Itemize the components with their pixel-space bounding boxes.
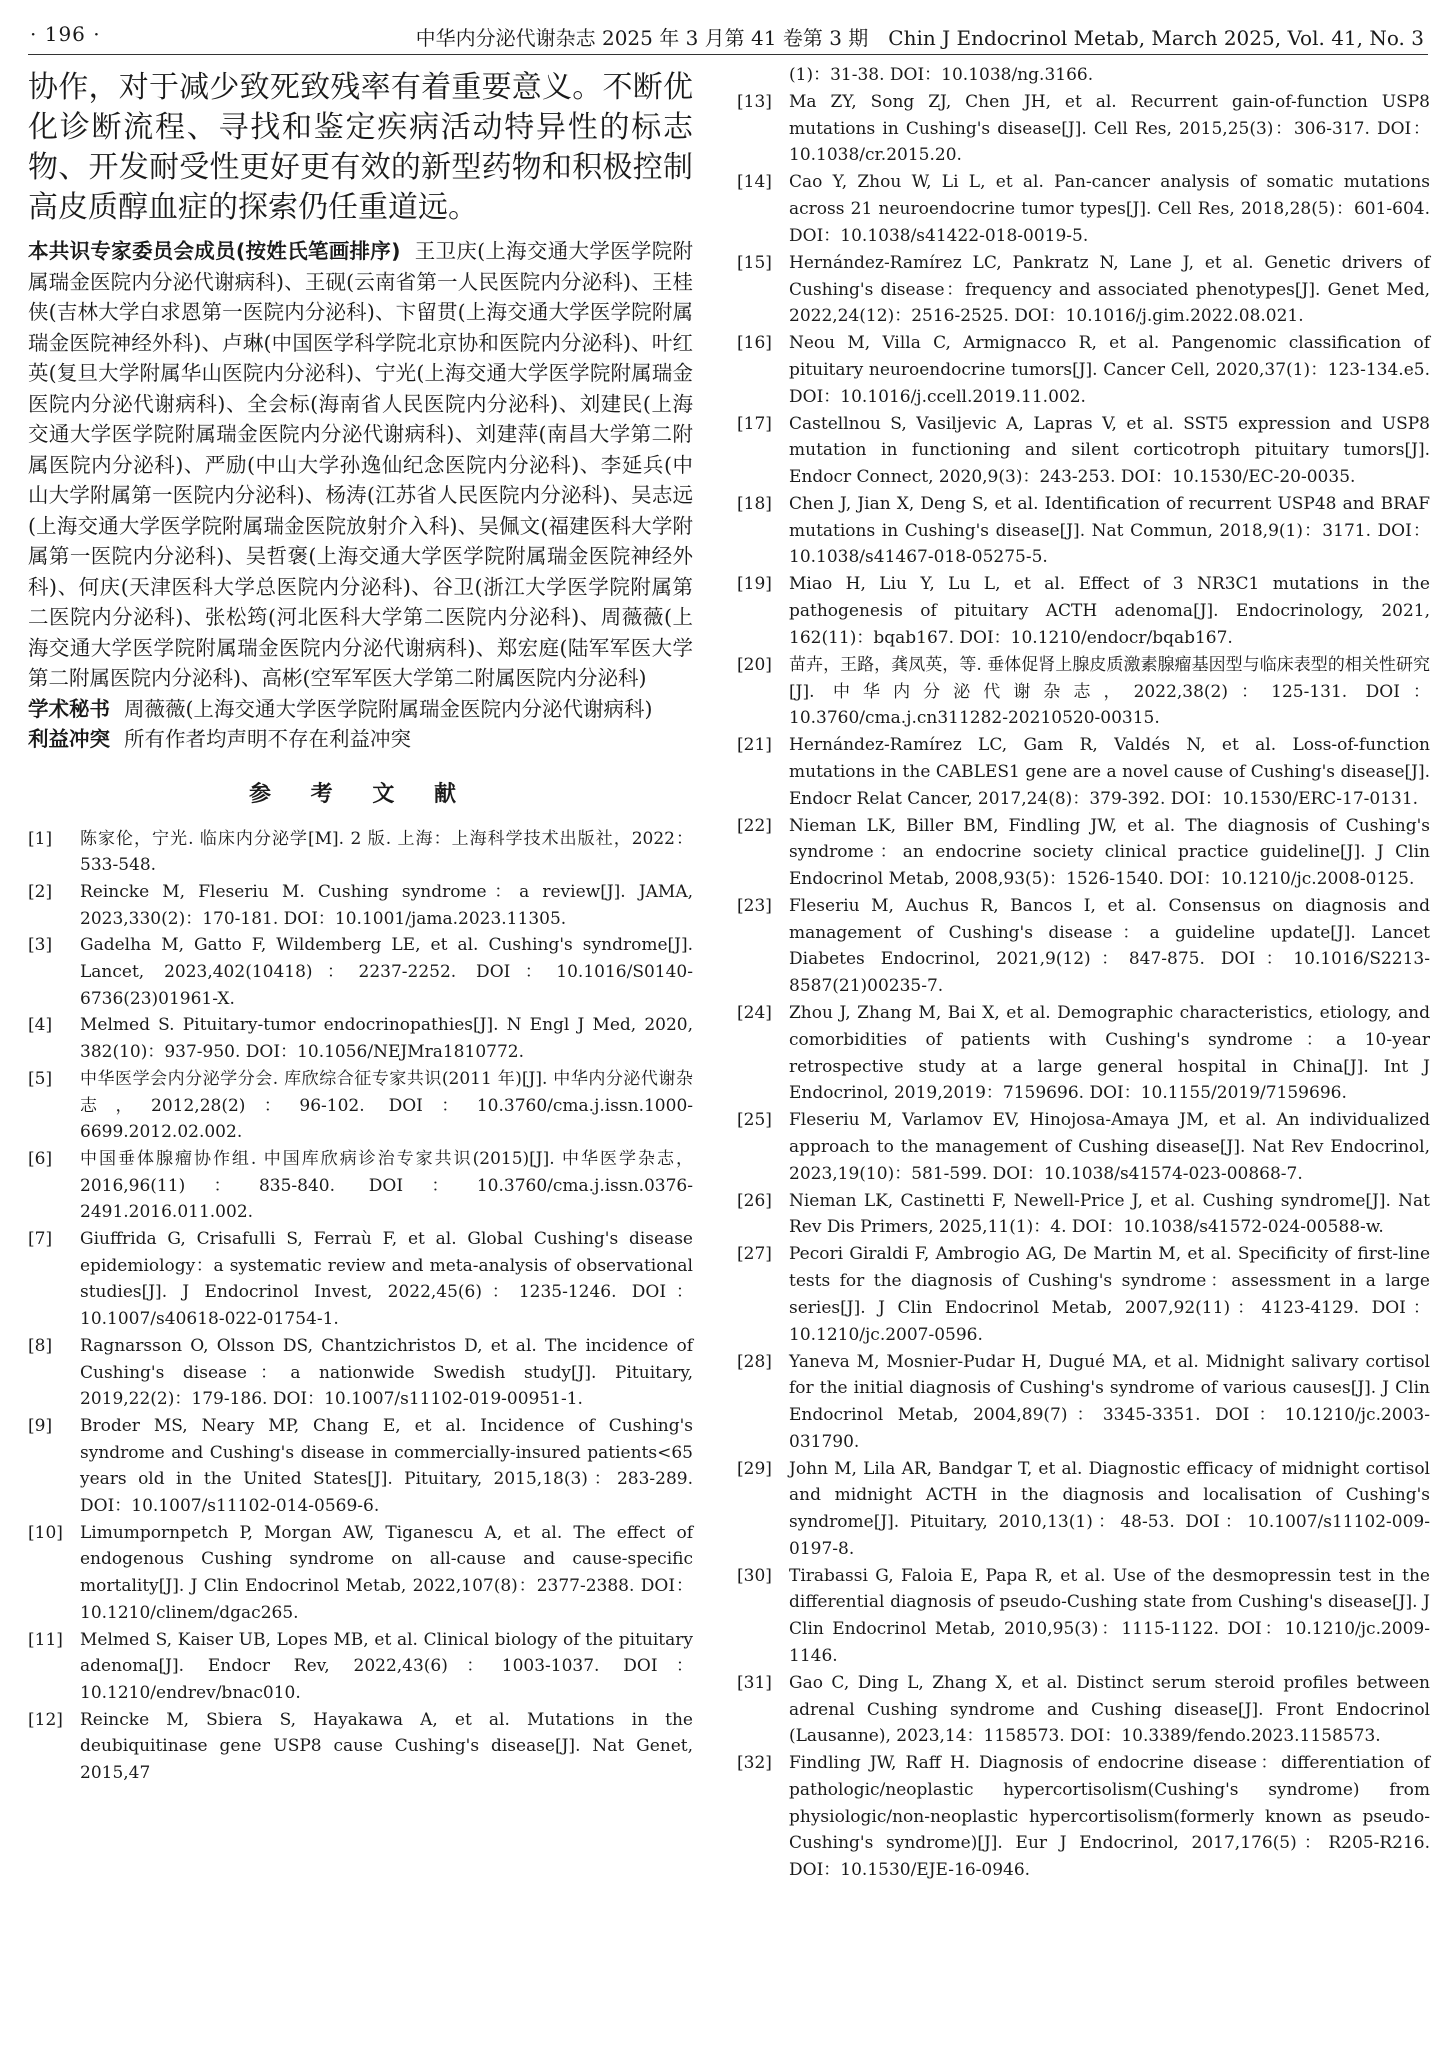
conflict-label: 利益冲突 [28,727,110,751]
reference-number: [22] [737,815,772,836]
reference-item [737,169,1430,249]
reference-item [28,1707,693,1787]
reference-item [28,1333,693,1413]
reference-text: Findling JW, Raff H. Diagnosis of endocrine disease：differentiation of pathologic/neoplastic hypercortisolism(Cushing's syndrome) from physiologic/non-neoplastic hypercortisolism(formerly known as pseudo-Cushing's syndrome)[J]. Eur J Endocrinol, 2017,176(5)：R205-R216. DOI：10.1530/EJE-16-0946. [789,1753,1430,1881]
reference-number: [15] [737,252,772,273]
reference-item [737,491,1430,571]
reference-text: Gadelha M, Gatto F, Wildemberg LE, et al. Cushing's syndrome[J]. Lancet, 2023,402(10418)：2237-2252. DOI：10.1016/S0140-6736(23)01961-X. [80,935,693,1009]
secretary-label: 学术秘书 [28,696,110,721]
reference-number: [5] [28,1068,53,1089]
reference-item [737,1188,1430,1241]
reference-text: Neou M, Villa C, Armignacco R, et al. Pangenomic classification of pituitary neuroendocrine tumors[J]. Cancer Cell, 2020,37(1)：123-134.e5. DOI：10.1016/j.ccell.2019.11.002. [789,333,1430,407]
references-list-right [737,62,1430,1884]
header-rule [28,54,1428,55]
reference-item [28,1012,693,1065]
reference-text: Yaneva M, Mosnier-Pudar H, Dugué MA, et al. Midnight salivary cortisol for the initial diagnosis of Cushing's syndrome of various causes[J]. J Clin Endocrinol Metab, 2004,89(7)：3345-3351. DOI：10.1210/jc.2003-031790. [789,1351,1430,1452]
reference-text: Zhou J, Zhang M, Bai X, et al. Demographic characteristics, etiology, and comorbidities of patients with Cushing's syndrome：a 10-year retrospective study at a large general hospital in China[J]. Int J Endocrinol, 2019,2019：7159696. DOI：10.1155/2019/7159696. [789,1003,1430,1104]
reference-item [737,330,1430,410]
experts-text: 王卫庆(上海交通大学医学院附属瑞金医院内分泌代谢病科)、王砚(云南省第一人民医院内分泌科)、王桂侠(吉林大学白求恩第一医院内分泌科)、卞留贯(上海交通大学医学院附属瑞金医院神经外科)、卢琳(中国医学科学院北京协和医院内分泌科)、叶红英(复旦大学附属华山医院内分泌科)、宁光(上海交通大学医学院附属瑞金医院内分泌代谢病科)、全会标(海南省人民医院内分泌科)、刘建民(上海交通大学医学院附属瑞金医院内分泌代谢病科)、刘建萍(南昌大学第二附属医院内分泌科)、严励(中山大学孙逸仙纪念医院内分泌科)、李延兵(中山大学附属第一医院内分泌科)、杨涛(江苏省人民医院内分泌科)、吴志远(上海交通大学医学院附属瑞金医院放射介入科)、吴佩文(福建医科大学附属第一医院内分泌科)、吴哲褒(上海交通大学医学院附属瑞金医院神经外科)、何庆(天津医科大学总医院内分泌科)、谷卫(浙江大学医学院附属第二医院内分泌科)、张松筠(河北医科大学第二医院内分泌科)、周薇薇(上海交通大学医学院附属瑞金医院内分泌代谢病科)、郑宏庭(陆军军医大学第二附属医院内分泌科)、高彬(空军军医大学第二附属医院内分泌科) [28,239,693,690]
reference-number: [7] [28,1229,53,1250]
reference-item [737,1456,1430,1563]
reference-number: [30] [737,1565,772,1586]
reference-number: [3] [28,935,53,956]
reference-text: Reincke M, Sbiera S, Hayakawa A, et al. Mutations in the deubiquitinase gene USP8 cause Cushing's disease[J]. Nat Genet, 2015,47 [80,1709,693,1784]
reference-text: Gao C, Ding L, Zhang X, et al. Distinct serum steroid profiles between adrenal Cushing syndrome and Cushing disease[J]. Front Endocrinol (Lausanne), 2023,14：1158573. DOI：10.3389/fendo.2023.1158573. [789,1672,1430,1747]
reference-item [28,1066,693,1146]
reference-item [737,1000,1430,1107]
reference-text: Castellnou S, Vasiljevic A, Lapras V, et al. SST5 expression and USP8 mutation in functioning and silent corticotroph pituitary tumors[J]. Endocr Connect, 2020,9(3)：243-253. DOI：10.1530/EC-20-0035. [789,413,1430,488]
reference-number: [11] [28,1629,63,1650]
reference-item [737,1107,1430,1187]
page-number: · 196 · [30,22,101,46]
right-column [737,62,1430,1884]
experts-paragraph [28,236,693,694]
reference-number: [25] [737,1110,772,1131]
reference-text: Cao Y, Zhou W, Li L, et al. Pan-cancer analysis of somatic mutations across 21 neuroendocrine tumor types[J]. Cell Res, 2018,28(5)：601-604. DOI：10.1038/s41422-018-0019-5. [789,172,1430,246]
reference-item [737,893,1430,1000]
reference-number: [13] [737,92,772,112]
journal-header: 中华内分泌代谢杂志 2025 年 3 月第 41 卷第 3 期 Chin J Endocrinol Metab, March 2025, Vol. 41, No. 3 [415,26,1424,50]
reference-text: Nieman LK, Castinetti F, Newell-Price J, et al. Cushing syndrome[J]. Nat Rev Dis Primers, 2025,11(1)：4. DOI：10.1038/s41572-024-00588-w. [789,1190,1430,1238]
reference-text: Giuffrida G, Crisafulli S, Ferraù F, et al. Global Cushing's disease epidemiology：a systematic review and meta-analysis of observational studies[J]. J Endocrinol Invest, 2022,45(6)：1235-1246. DOI：10.1007/s40618-022-01754-1. [80,1229,693,1330]
reference-number: [16] [737,333,772,354]
reference-number: [4] [28,1015,53,1036]
reference-number: [9] [28,1415,53,1436]
reference-text: Ma ZY, Song ZJ, Chen JH, et al. Recurrent gain-of-function USP8 mutations in Cushing's disease[J]. Cell Res, 2015,25(3)：306-317. DOI：10.1038/cr.2015.20. [789,92,1430,166]
reference-item [737,732,1430,812]
reference-item [28,1413,693,1520]
conflict-text: 所有作者均声明不存在利益冲突 [124,727,411,751]
reference-number: [6] [28,1148,53,1169]
reference-text: 苗卉，王路，龚凤英，等. 垂体促肾上腺皮质激素腺瘤基因型与临床表型的相关性研究[J]. 中华内分泌代谢杂志，2022,38(2)：125-131. DOI：10.3760/cma.j.cn311282-20210520-00315. [789,654,1430,729]
reference-number: [23] [737,896,772,917]
reference-item [737,652,1430,732]
reference-number: [32] [737,1753,772,1774]
reference-number: [8] [28,1335,53,1356]
reference-text: 中华医学会内分泌学分会. 库欣综合征专家共识(2011 年)[J]. 中华内分泌代谢杂志，2012,28(2)：96-102. DOI：10.3760/cma.j.issn.1000-6699.2012.02.002. [80,1068,693,1143]
reference-text: Tirabassi G, Faloia E, Papa R, et al. Use of the desmopressin test in the differential diagnosis of pseudo-Cushing state from Cushing's disease[J]. J Clin Endocrinol Metab, 2010,95(3)：1115-1122. DOI：10.1210/jc.2009-1146. [789,1565,1430,1666]
reference-text: 陈家伦，宁光. 临床内分泌学[M]. 2 版. 上海：上海科学技术出版社，2022：533-548. [80,828,693,876]
reference-text: Limumpornpetch P, Morgan AW, Tiganescu A, et al. The effect of endogenous Cushing syndrome on all-cause and cause-specific mortality[J]. J Clin Endocrinol Metab, 2022,107(8)：2377-2388. DOI：10.1210/clinem/dgac265. [80,1522,693,1623]
reference-text: Ragnarsson O, Olsson DS, Chantzichristos D, et al. The incidence of Cushing's disease：a nationwide Swedish study[J]. Pituitary, 2019,22(2)：179-186. DOI：10.1007/s11102-019-00951-1. [80,1335,693,1410]
reference-number: [1] [28,828,53,849]
reference-item [737,1670,1430,1750]
reference-item [28,879,693,932]
reference-text: Nieman LK, Biller BM, Findling JW, et al. The diagnosis of Cushing's syndrome：an endocrine society clinical practice guideline[J]. J Clin Endocrinol Metab, 2008,93(5)：1526-1540. DOI：10.1210/jc.2008-0125. [789,815,1430,890]
reference-number: [29] [737,1458,772,1479]
reference-text: Hernández-Ramírez LC, Gam R, Valdés N, et al. Loss-of-function mutations in the CABLES1 gene are a novel cause of Cushing's disease[J]. Endocr Relat Cancer, 2017,24(8)：379-392. DOI：10.1530/ERC-17-0131. [789,735,1430,809]
reference-number: [21] [737,735,772,756]
experts-label: 本共识专家委员会成员(按姓氏笔画排序) [28,239,401,263]
reference-text: Chen J, Jian X, Deng S, et al. Identification of recurrent USP48 and BRAF mutations in Cushing's disease[J]. Nat Commun, 2018,9(1)：3171. DOI：10.1038/s41467-018-05275-5. [789,494,1430,568]
reference-number: [10] [28,1522,63,1543]
reference-number: [2] [28,881,53,902]
reference-number: [27] [737,1244,772,1265]
reference-text: Fleseriu M, Varlamov EV, Hinojosa-Amaya JM, et al. An individualized approach to the management of Cushing disease[J]. Nat Rev Endocrinol, 2023,19(10)：581-599. DOI：10.1038/s41574-023-00868-7. [789,1110,1430,1184]
reference-text: Pecori Giraldi F, Ambrogio AG, De Martin M, et al. Specificity of first-line tests for the diagnosis of Cushing's syndrome：assessment in a large series[J]. J Clin Endocrinol Metab, 2007,92(11)：4123-4129. DOI：10.1210/jc.2007-0596. [789,1244,1430,1345]
reference-item [737,571,1430,651]
reference-item [737,1563,1430,1670]
secretary-paragraph [28,694,693,725]
reference-text: John M, Lila AR, Bandgar T, et al. Diagnostic efficacy of midnight cortisol and midnight ACTH in the diagnosis and localisation of Cushing's syndrome[J]. Pituitary, 2010,13(1)：48-53. DOI：10.1007/s11102-009-0197-8. [789,1458,1430,1559]
reference-item [737,250,1430,330]
reference-item [28,1627,693,1707]
reference-text: (1)：31-38. DOI：10.1038/ng.3166. [789,65,1094,85]
reference-item [737,1750,1430,1884]
reference-item [737,411,1430,491]
reference-text: Reincke M, Fleseriu M. Cushing syndrome：a review[J]. JAMA, 2023,330(2)：170-181. DOI：10.1001/jama.2023.11305. [80,881,693,929]
left-column [28,62,693,1787]
reference-number [737,62,789,89]
reference-number: [19] [737,574,772,595]
intro-paragraph: 协作，对于减少致死致残率有着重要意义。不断优化诊断流程、寻找和鉴定疾病活动特异性的标志物、开发耐受性更好更有效的新型药物和积极控制高皮质醇血症的探索仍任重道远。 [28,70,693,225]
reference-item [737,813,1430,893]
reference-number: [18] [737,494,772,515]
reference-text: Fleseriu M, Auchus R, Bancos I, et al. Consensus on diagnosis and management of Cushing's disease：a guideline update[J]. Lancet Diabetes Endocrinol, 2021,9(12)：847-875. DOI：10.1016/S2213-8587(21)00235-7. [789,896,1430,997]
reference-text: Broder MS, Neary MP, Chang E, et al. Incidence of Cushing's syndrome and Cushing's disease in commercially-insured patients<65 years old in the United States[J]. Pituitary, 2015,18(3)：283-289. DOI：10.1007/s11102-014-0569-6. [80,1415,693,1517]
reference-number: [24] [737,1003,772,1024]
reference-number: [12] [28,1709,63,1730]
reference-item [28,1520,693,1627]
reference-number: [20] [737,654,772,675]
reference-number: [26] [737,1190,772,1211]
reference-text: Hernández-Ramírez LC, Pankratz N, Lane J, et al. Genetic drivers of Cushing's disease：frequency and associated phenotypes[J]. Genet Med, 2022,24(12)：2516-2525. DOI：10.1016/j.gim.2022.08.021. [789,252,1430,327]
reference-item [737,89,1430,169]
reference-number: [31] [737,1672,772,1693]
reference-item [28,1226,693,1333]
reference-item [28,1146,693,1226]
conflict-paragraph [28,724,693,755]
reference-number: [14] [737,172,772,193]
reference-item [737,1241,1430,1348]
reference-text: Miao H, Liu Y, Lu L, et al. Effect of 3 NR3C1 mutations in the pathogenesis of pituitary ACTH adenoma[J]. Endocrinology, 2021, 162(11)：bqab167. DOI：10.1210/endocr/bqab167. [789,574,1430,648]
reference-number: [17] [737,413,772,434]
references-list-left [28,826,693,1787]
reference-text: Melmed S. Pituitary-tumor endocrinopathies[J]. N Engl J Med, 2020, 382(10)：937-950. DOI：10.1056/NEJMra1810772. [80,1015,693,1063]
reference-item [28,932,693,1012]
reference-text: Melmed S, Kaiser UB, Lopes MB, et al. Clinical biology of the pituitary adenoma[J]. Endocr Rev, 2022,43(6)：1003-1037. DOI：10.1210/endrev/bnac010. [80,1629,693,1703]
reference-text: 中国垂体腺瘤协作组. 中国库欣病诊治专家共识(2015)[J]. 中华医学杂志，2016,96(11)：835-840. DOI：10.3760/cma.j.issn.0376-2491.2016.011.002. [80,1148,693,1223]
page-header [0,0,1452,52]
reference-item [737,1349,1430,1456]
secretary-text: 周薇薇(上海交通大学医学院附属瑞金医院内分泌代谢病科) [124,696,653,721]
reference-number: [28] [737,1351,772,1372]
reference-item [737,62,1430,89]
references-heading: 参 考 文 献 [249,781,472,807]
reference-item [28,826,693,879]
